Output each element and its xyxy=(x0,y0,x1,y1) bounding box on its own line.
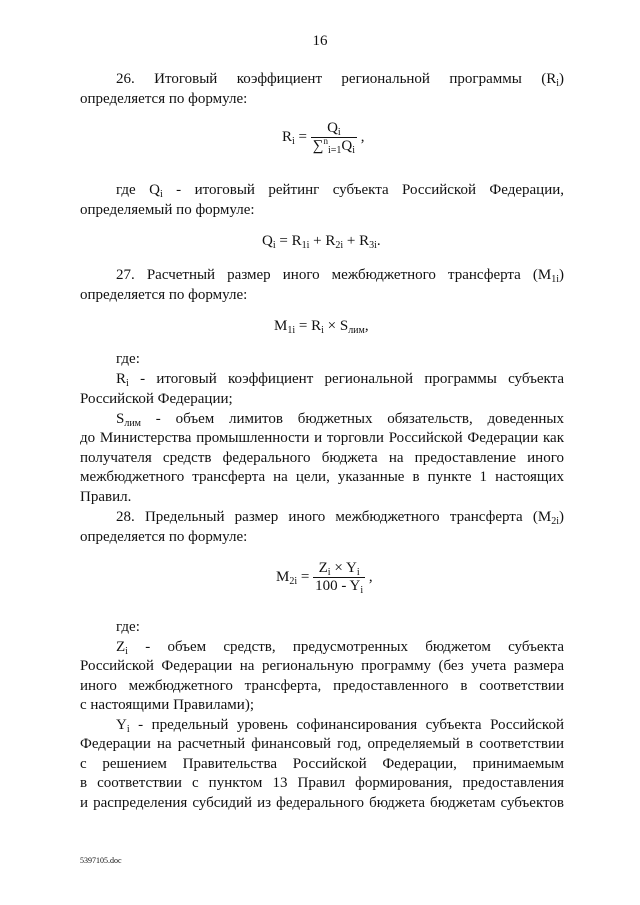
where-slim-line-3: получателя средств федерального бюджета на предоставление иного xyxy=(80,450,564,466)
where-qi-line-1: где $Q_i$ - итоговый рейтинг субъекта Российской Федерации, xyxy=(116,182,564,200)
paragraph-28-line-1: 28. Предельный размер иного межбюджетного трансферта $(М_{2i})$ xyxy=(116,509,564,527)
where-zi-line-2: Российской Федерации на региональную программу (без учета размера xyxy=(80,658,564,674)
where-zi-line-4: с настоящими Правилами); xyxy=(80,697,254,713)
footer-filename: 5397105.doc xyxy=(80,856,122,865)
paragraph-28-line-2: определяется по формуле: xyxy=(80,529,248,545)
where-label-1: где: xyxy=(116,351,140,367)
formula-qi: $Q_i = R_{1i} + R_{2i} + R_{3i}$. xyxy=(262,233,381,251)
page-number: 16 xyxy=(312,33,328,49)
where-yi-line-1: $Y_i$ - предельный уровень софинансирования субъекта Российской xyxy=(116,717,564,735)
formula-m2i: $M_{2i}$ = $\frac{Z_i \times Y_i}{100 - Y_i}$ , xyxy=(276,560,373,596)
where-ri-line-1: $R_i$ - итоговый коэффициент региональной программы субъекта xyxy=(116,371,564,389)
where-yi-line-5: и распределения субсидий из федерального бюджета бюджетам субъектов xyxy=(80,795,564,811)
where-slim-line-4: межбюджетного трансферта на цели, указанные в пункте 1 настоящих xyxy=(80,469,564,485)
where-slim-line-5: Правил. xyxy=(80,489,132,505)
where-yi-line-4: в соответствии с пунктом 13 Правил формирования, предоставления xyxy=(80,775,564,791)
paragraph-27-line-1: 27. Расчетный размер иного межбюджетного трансферта $(М_{1i})$ xyxy=(116,267,564,285)
where-qi-line-2: определяемый по формуле: xyxy=(80,202,255,218)
where-zi-line-1: $Z_i$ - объем средств, предусмотренных бюджетом субъекта xyxy=(116,639,564,657)
where-zi-line-3: иного межбюджетного трансферта, предоставленного в соответствии xyxy=(80,678,564,694)
paragraph-27-line-2: определяется по формуле: xyxy=(80,287,248,303)
where-slim-line-1: $S_{лим}$ - объем лимитов бюджетных обязательств, доведенных xyxy=(116,411,564,429)
where-yi-line-3: с решением Правительства Российской Федерации, принимаемым xyxy=(80,756,564,772)
formula-m1i: $M_{1i} = R_i \times S_{лим}$, xyxy=(274,318,369,336)
where-ri-line-2: Российской Федерации; xyxy=(80,391,233,407)
paragraph-26-line-2: определяется по формуле: xyxy=(80,91,248,107)
paragraph-26-line-1: 26. Итоговый коэффициент региональной программы $(R_i)$ xyxy=(116,71,564,89)
where-yi-line-2: Федерации на расчетный финансовый год, определяемый в соответствии xyxy=(80,736,564,752)
formula-ri: $R_i$ = $\frac{Q_i}{\sum^n_{i=1}Q_i}$ , xyxy=(282,120,365,156)
where-slim-line-2: до Министерства промышленности и торговли Российской Федерации как xyxy=(80,430,564,446)
formula-m2i-fraction: $\frac{Z_i \times Y_i}{100 - Y_i}$ xyxy=(315,560,364,596)
where-label-2: где: xyxy=(116,619,140,635)
formula-ri-fraction: $\frac{Q_i}{\sum^n_{i=1}Q_i}$ xyxy=(312,120,356,156)
